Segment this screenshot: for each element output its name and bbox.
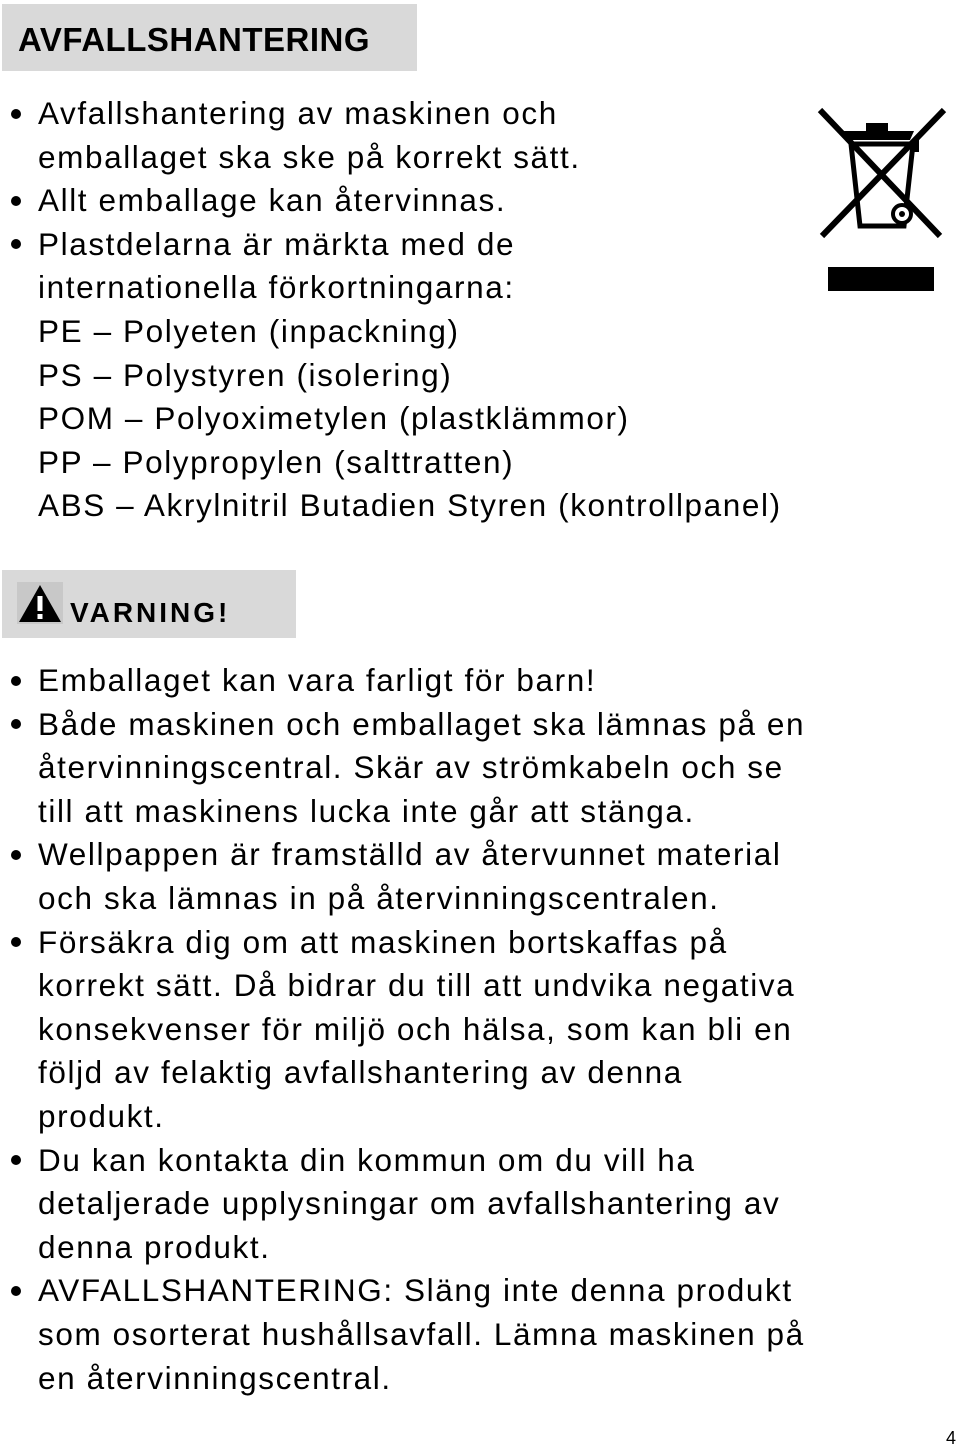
list-item [0, 921, 805, 1139]
list-item-line: som osorterat hushållsavfall. Lämna maskinen på [38, 1315, 805, 1352]
list-item-line: internationella förkortningarna: [38, 269, 515, 306]
list-item [0, 1269, 805, 1400]
bullet-icon [7, 833, 25, 877]
list-item-line: POM – Polyoximetylen (plastklämmor) [38, 400, 630, 437]
bullet-icon [7, 921, 25, 965]
warning-triangle-icon [17, 582, 63, 624]
list-item-line: till att maskinens lucka inte går att stänga. [38, 792, 695, 829]
bullet-icon [7, 92, 25, 136]
bullet-icon [7, 659, 25, 703]
list-item-line: PE – Polyeten (inpackning) [38, 312, 460, 349]
list-item [0, 1139, 805, 1270]
disposal-list [0, 92, 782, 528]
list-item-line: korrekt sätt. Då bidrar du till att undvika negativa [38, 967, 796, 1004]
list-item-line: denna produkt. [38, 1228, 271, 1265]
warning-list [0, 659, 805, 1400]
list-item-line: emballaget ska ske på korrekt sätt. [38, 138, 581, 175]
list-item-line: följd av felaktig avfallshantering av denna [38, 1054, 683, 1091]
list-item [0, 833, 805, 920]
page-number: 4 [945, 1428, 956, 1448]
list-item [0, 179, 782, 223]
list-item-line: PS – Polystyren (isolering) [38, 356, 453, 393]
list-item-line: konsekvenser för miljö och hälsa, som kan bli en [38, 1010, 793, 1047]
bullet-icon [7, 703, 25, 747]
list-item-line: detaljerade upplysningar om avfallshantering av [38, 1185, 781, 1222]
list-item-line: Plastdelarna är märkta med de [38, 225, 516, 262]
list-item [0, 223, 782, 528]
section-heading: AVFALLSHANTERING [18, 21, 371, 58]
section-heading-box [2, 4, 417, 71]
list-item [0, 659, 805, 703]
warning-label: VARNING! [70, 597, 231, 628]
list-item-line: produkt. [38, 1097, 165, 1134]
list-item-line: Wellpappen är framställd av återvunnet material [38, 836, 782, 873]
bullet-icon [7, 1269, 25, 1313]
list-item-line: Försäkra dig om att maskinen bortskaffas på [38, 923, 728, 960]
list-item-line: Allt emballage kan återvinnas. [38, 182, 507, 219]
list-item-line: och ska lämnas in på återvinningscentralen. [38, 879, 720, 916]
list-item-line: PP – Polypropylen (salttratten) [38, 443, 515, 480]
bullet-icon [7, 1139, 25, 1183]
list-item-line: en återvinningscentral. [38, 1359, 392, 1396]
list-item-line: Både maskinen och emballaget ska lämnas på en [38, 705, 806, 742]
list-item-line: ABS – Akrylnitril Butadien Styren (kontrollpanel) [38, 487, 782, 524]
bullet-icon [7, 223, 25, 267]
list-item-line: AVFALLSHANTERING: Släng inte denna produkt [38, 1272, 793, 1309]
list-item-line: Du kan kontakta din kommun om du vill ha [38, 1141, 696, 1178]
list-item [0, 703, 805, 834]
list-item [0, 92, 782, 179]
list-item-line: Emballaget kan vara farligt för barn! [38, 662, 597, 698]
warning-box [2, 570, 296, 638]
list-item-line: återvinningscentral. Skär av strömkabeln och se [38, 749, 784, 786]
crossed-out-wheelie-bin-icon [814, 104, 950, 298]
list-item-line: Avfallshantering av maskinen och [38, 95, 558, 131]
bullet-icon [7, 179, 25, 223]
